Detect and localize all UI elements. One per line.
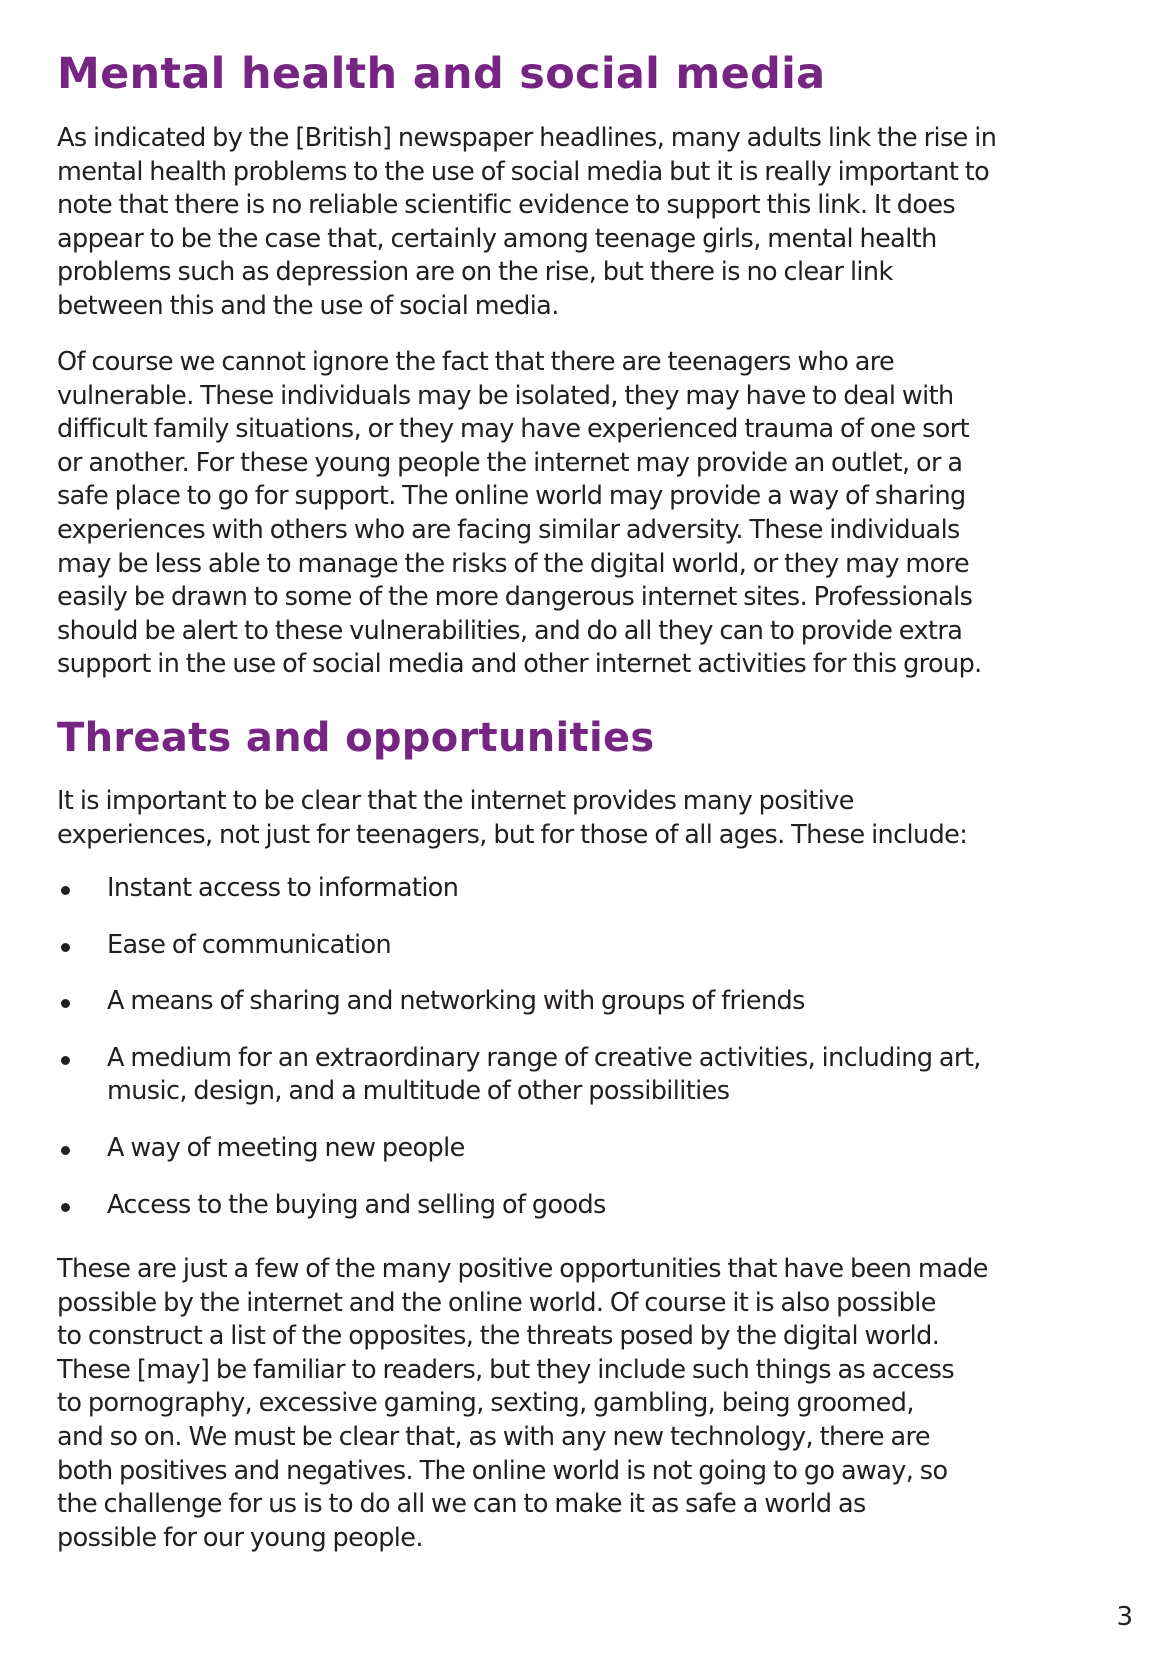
list-item-text: A means of sharing and networking with groups of friends <box>107 986 805 1017</box>
list-item <box>57 1042 981 1109</box>
text-line: easily be drawn to some of the more dangerous internet sites. Professionals <box>57 582 973 613</box>
positive-experiences-list <box>57 872 981 1245</box>
text-line: may be less able to manage the risks of the digital world, or they may more <box>57 548 970 579</box>
text-line: experiences, not just for teenagers, but for those of all ages. These include: <box>57 819 968 850</box>
list-item-text: Access to the buying and selling of goods <box>107 1189 606 1220</box>
text-line: possible by the internet and the online world. Of course it is also possible <box>57 1287 936 1318</box>
text-line: to construct a list of the opposites, the threats posed by the digital world. <box>57 1321 940 1352</box>
paragraph-vulnerable-teenagers <box>57 346 982 682</box>
bullet-icon <box>61 886 70 895</box>
text-line: It is important to be clear that the internet provides many positive <box>57 786 854 816</box>
bullet-icon <box>61 1056 70 1065</box>
text-line: between this and the use of social media. <box>57 290 559 321</box>
text-line: and so on. We must be clear that, as with any new technology, there are <box>57 1421 930 1452</box>
text-line: These are just a few of the many positive opportunities that have been made <box>57 1254 988 1284</box>
text-line: These [may] be familiar to readers, but they include such things as access <box>57 1354 955 1385</box>
paragraph-positive-experiences-intro <box>57 785 967 852</box>
list-item-text: Ease of communication <box>107 929 392 960</box>
text-line: possible for our young people. <box>57 1522 423 1553</box>
list-item <box>57 1189 981 1223</box>
text-line: mental health problems to the use of social media but it is really important to <box>57 156 990 187</box>
text-line: appear to be the case that, certainly among teenage girls, mental health <box>57 223 937 254</box>
text-line: should be alert to these vulnerabilities, and do all they can to provide extra <box>57 615 963 646</box>
heading-mental-health: Mental health and social media <box>57 49 826 99</box>
text-line: support in the use of social media and other internet activities for this group. <box>57 649 982 680</box>
text-line: to pornography, excessive gaming, sexting, gambling, being groomed, <box>57 1388 914 1419</box>
page-number: 3 <box>1116 1602 1133 1632</box>
list-item-text: music, design, and a multitude of other possibilities <box>107 1076 730 1107</box>
bullet-icon <box>61 1203 70 1212</box>
text-line: safe place to go for support. The online world may provide a way of sharing <box>57 481 966 512</box>
list-item <box>57 929 981 963</box>
list-item <box>57 985 981 1019</box>
list-item <box>57 1132 981 1166</box>
paragraph-threats-summary <box>57 1253 988 1555</box>
list-item-text: A way of meeting new people <box>107 1132 465 1163</box>
text-line: problems such as depression are on the rise, but there is no clear link <box>57 257 893 288</box>
text-line: vulnerable. These individuals may be isolated, they may have to deal with <box>57 380 954 411</box>
text-line: As indicated by the [British] newspaper headlines, many adults link the rise in <box>57 123 997 153</box>
paragraph-mental-health-intro <box>57 122 996 324</box>
text-line: or another. For these young people the internet may provide an outlet, or a <box>57 447 963 478</box>
list-item-text: Instant access to information <box>107 873 459 903</box>
text-line: the challenge for us is to do all we can to make it as safe a world as <box>57 1489 866 1520</box>
text-line: Of course we cannot ignore the fact that there are teenagers who are <box>57 347 895 377</box>
text-line: experiences with others who are facing similar adversity. These individuals <box>57 514 960 545</box>
text-line: note that there is no reliable scientific evidence to support this link. It does <box>57 190 956 221</box>
text-line: both positives and negatives. The online world is not going to go away, so <box>57 1455 948 1486</box>
bullet-icon <box>61 943 70 952</box>
bullet-icon <box>61 1146 70 1155</box>
list-item-text: A medium for an extraordinary range of creative activities, including art, <box>107 1042 981 1073</box>
text-line: difficult family situations, or they may have experienced trauma of one sort <box>57 414 970 445</box>
bullet-icon <box>61 999 70 1008</box>
list-item <box>57 872 981 906</box>
heading-threats-opportunities: Threats and opportunities <box>57 715 655 761</box>
